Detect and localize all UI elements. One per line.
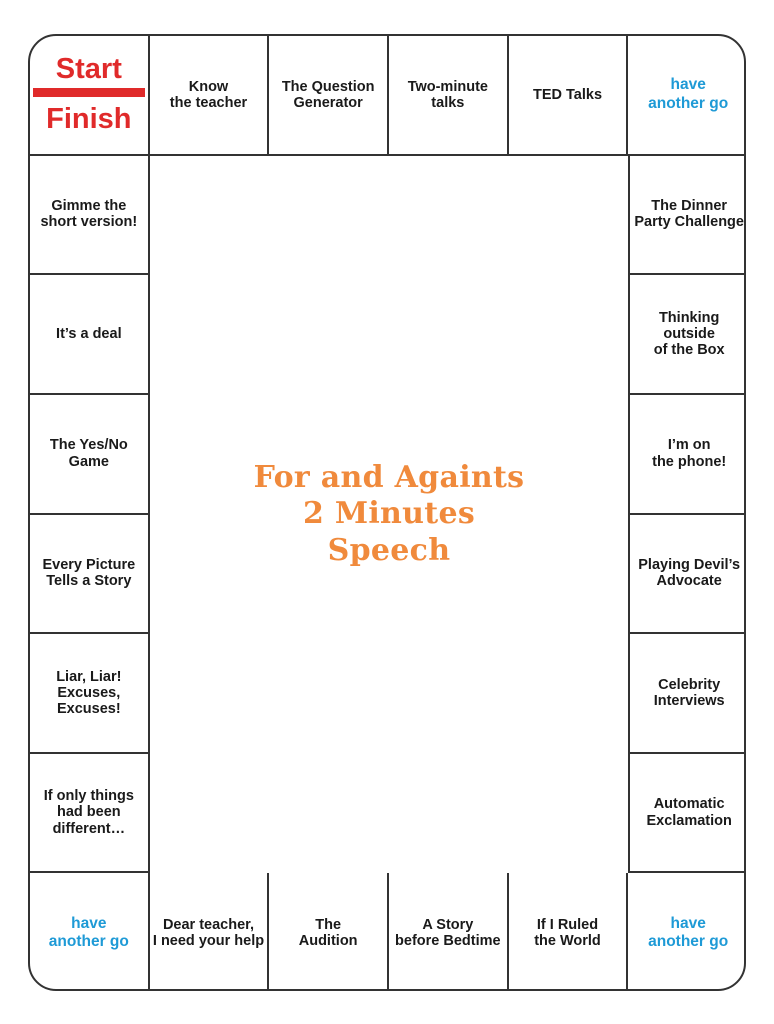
square-label: The Question Generator xyxy=(281,78,375,111)
board-title: For and Againts 2 Minutes Speech xyxy=(253,459,525,568)
square-label: Gimme the short version! xyxy=(40,198,138,231)
board-square-top-corner[interactable] xyxy=(628,36,746,156)
square-label: Liar, Liar! Excuses, Excuses! xyxy=(56,668,122,718)
square-label: Playing Devil’s Advocate xyxy=(638,557,741,590)
board-square-left-4[interactable] xyxy=(30,515,150,635)
have-another-go-label: have another go xyxy=(648,914,729,951)
square-label: A Story before Bedtime xyxy=(395,916,501,950)
square-label: It’s a deal xyxy=(56,325,122,342)
board-square-left-2[interactable] xyxy=(30,275,150,395)
have-another-go-label: have another go xyxy=(648,76,729,112)
board-square-right-1[interactable] xyxy=(628,156,746,276)
board-center xyxy=(150,156,629,874)
board-square-bottom-1[interactable] xyxy=(150,873,270,991)
square-label: Celebrity Interviews xyxy=(653,676,725,709)
square-label: If I Ruled the World xyxy=(534,916,601,950)
finish-label: Finish xyxy=(46,103,132,136)
board-square-bottom-2[interactable] xyxy=(269,873,389,991)
board-square-bottom-corner-right[interactable] xyxy=(628,873,746,991)
board-square-top-3[interactable] xyxy=(389,36,509,156)
start-label: Start xyxy=(55,53,122,86)
square-label: Two-minute talks xyxy=(407,78,488,111)
square-label: I’m on the phone! xyxy=(652,437,727,470)
board-square-left-3[interactable] xyxy=(30,395,150,515)
square-label: If only things had been different… xyxy=(43,788,134,837)
board-square-top-2[interactable] xyxy=(269,36,389,156)
square-label: Automatic Exclamation xyxy=(646,796,732,829)
square-label: Know the teacher xyxy=(169,78,248,111)
have-another-go-label: have another go xyxy=(48,914,129,951)
board-square-top-4[interactable] xyxy=(509,36,629,156)
square-label: TED Talks xyxy=(532,86,603,103)
board-square-right-2[interactable] xyxy=(628,275,746,395)
board-square-bottom-4[interactable] xyxy=(509,873,629,991)
board-square-bottom-corner-left[interactable] xyxy=(30,873,150,991)
square-label: Dear teacher, I need your help xyxy=(152,916,265,950)
square-label: The Yes/No Game xyxy=(49,437,128,470)
game-board xyxy=(28,34,746,991)
square-label: Every Picture Tells a Story xyxy=(42,557,136,590)
board-square-top-1[interactable] xyxy=(150,36,270,156)
start-finish-square[interactable] xyxy=(30,36,150,156)
square-label: The Dinner Party Challenge xyxy=(634,198,744,231)
square-label: Thinking outside of the Box xyxy=(653,309,725,359)
square-label: The Audition xyxy=(298,916,358,950)
board-square-right-3[interactable] xyxy=(628,395,746,515)
board-square-right-5[interactable] xyxy=(628,634,746,754)
board-square-right-6[interactable] xyxy=(628,754,746,874)
start-finish-divider xyxy=(33,88,145,97)
board-square-left-6[interactable] xyxy=(30,754,150,874)
board-square-right-4[interactable] xyxy=(628,515,746,635)
board-square-bottom-3[interactable] xyxy=(389,873,509,991)
board-square-left-5[interactable] xyxy=(30,634,150,754)
board-square-left-1[interactable] xyxy=(30,156,150,276)
